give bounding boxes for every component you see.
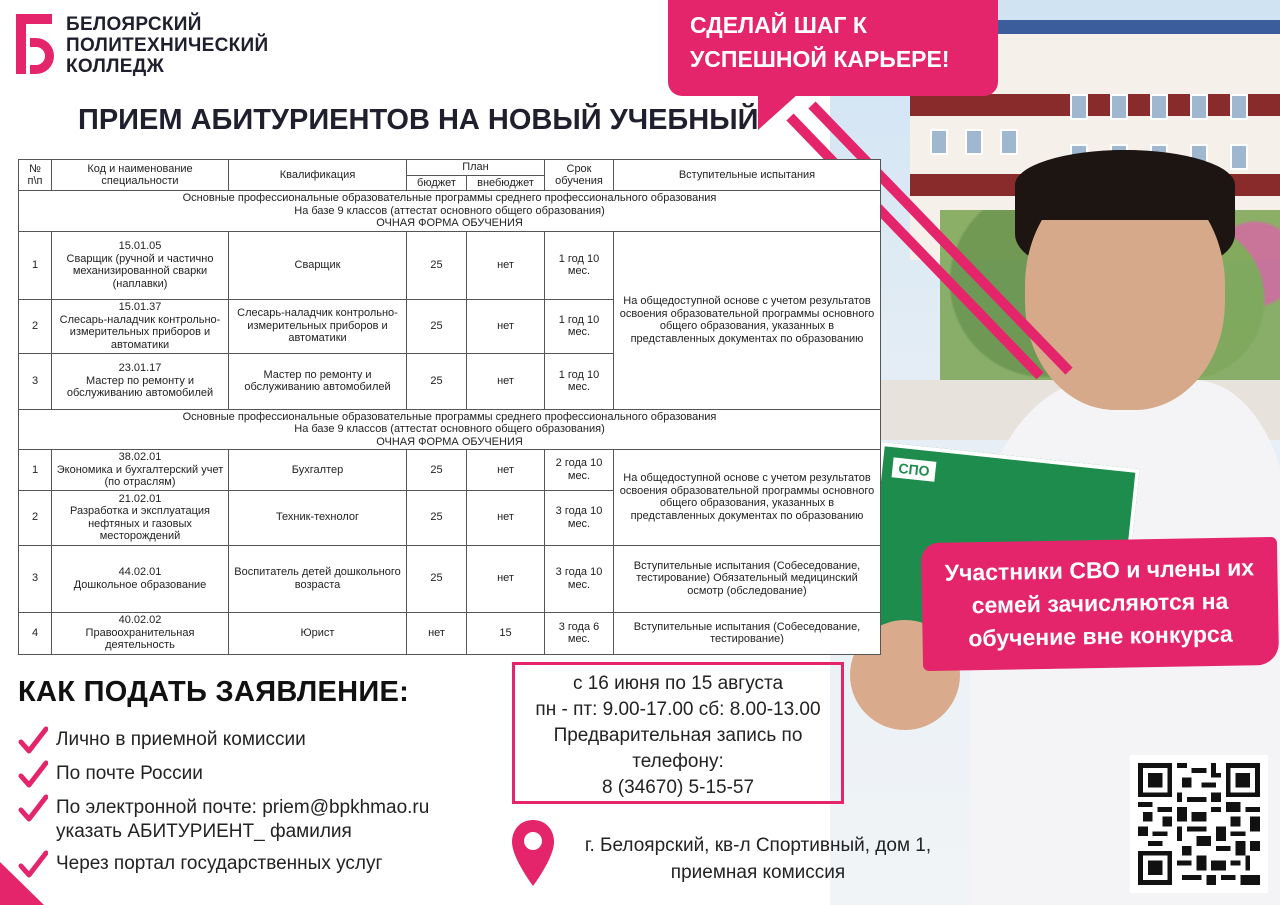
logo-line: БЕЛОЯРСКИЙ [66, 14, 202, 35]
cell-term: 3 года 10 мес. [545, 490, 614, 545]
cell-specialty: 44.02.01 Дошкольное образование [52, 545, 229, 612]
header-term: Срок обучения [545, 160, 614, 191]
cell-specialty: 15.01.05 Сварщик (ручной и частично механизированной сварки (наплавки) [52, 231, 229, 299]
building-window [1190, 94, 1208, 120]
cell-qual: Техник-технолог [229, 490, 407, 545]
how-to-apply-list [18, 728, 488, 876]
callout-line: УСПЕШНОЙ КАРЬЕРЕ! [690, 46, 950, 72]
college-logo [16, 14, 268, 77]
cell-term: 3 года 6 мес. [545, 612, 614, 654]
admission-table [18, 159, 881, 655]
building-stripe [910, 94, 1280, 116]
list-item [18, 728, 488, 752]
schedule-dates: с 16 июня по 15 августа [572, 673, 784, 694]
qr-code-icon [1138, 763, 1260, 885]
cell-specialty: 40.02.02 Правоохранительная деятельность [52, 612, 229, 654]
section-title [19, 409, 881, 450]
cell-qual: Мастер по ремонту и обслуживанию автомобилей [229, 353, 407, 409]
qr-code[interactable] [1130, 755, 1268, 893]
cell-qual: Бухгалтер [229, 450, 407, 491]
header-budget: бюджет [407, 175, 467, 191]
book-label: СПО [892, 457, 937, 481]
logo-text [66, 14, 268, 77]
list-item-text: По почте России [56, 763, 203, 784]
table-header-row [19, 160, 881, 176]
cell-extra: нет [467, 231, 545, 299]
cell-extra: нет [467, 545, 545, 612]
header-extra: внебюджет [467, 175, 545, 191]
building-window [1110, 94, 1128, 120]
building-window [1070, 94, 1088, 120]
section-title [19, 191, 881, 232]
phone-number: 8 (34670) 5-15-57 [601, 777, 755, 798]
cell-exams: На общедоступной основе с учетом результатов освоения образовательной программы основного общего образования, указанных в представленных документах по образованию [614, 231, 881, 409]
student-hair-top [1015, 150, 1235, 220]
cell-num: 3 [19, 545, 52, 612]
callout-line: СДЕЛАЙ ШАГ К [690, 12, 867, 38]
logo-line: КОЛЛЕДЖ [66, 56, 165, 77]
section-line: Основные профессиональные образовательные программы среднего профессионального образования [182, 410, 717, 423]
cell-num: 4 [19, 612, 52, 654]
section-header [19, 191, 881, 232]
corner-accent [0, 862, 44, 905]
section-line: На базе 9 классов (аттестат основного общего образования) [294, 204, 605, 217]
callout-tail [758, 94, 798, 130]
checkmark-icon [18, 726, 48, 756]
building-window [965, 129, 983, 155]
table-row [19, 450, 881, 491]
checkmark-icon [18, 760, 48, 790]
cell-budget: 25 [407, 299, 467, 353]
section-header [19, 409, 881, 450]
cell-specialty: 38.02.01 Экономика и бухгалтерский учет (по отраслям) [52, 450, 229, 491]
email-instruction: По электронной почте: priem@bpkhmao.ru указать АБИТУРИЕНТ_ фамилия [56, 797, 430, 842]
list-item [18, 852, 488, 876]
cell-specialty: 21.02.01 Разработка и эксплуатация нефтяных и газовых месторождений [52, 490, 229, 545]
checkmark-icon [18, 794, 48, 824]
header-exams: Вступительные испытания [614, 160, 881, 191]
schedule-note: Предварительная запись по телефону: [553, 725, 803, 772]
table-row [19, 612, 881, 654]
logo-mark-icon [16, 14, 56, 76]
header-code: Код и наименование специальности [52, 160, 229, 191]
address-line: приемная комиссия [670, 862, 846, 883]
cell-specialty: 15.01.37 Слесарь-наладчик контрольно-измерительных приборов и автоматики [52, 299, 229, 353]
cell-term: 3 года 10 мес. [545, 545, 614, 612]
cell-extra: нет [467, 299, 545, 353]
cell-num: 2 [19, 490, 52, 545]
list-item-text: Лично в приемной комиссии [56, 729, 306, 750]
building-window [1000, 129, 1018, 155]
career-callout [668, 0, 998, 96]
svo-line: Участники СВО и члены их [944, 554, 1255, 586]
cell-exams: На общедоступной основе с учетом результатов освоения образовательной программы основного общего образования, указанных в представленных документах по образованию [614, 450, 881, 546]
header-plan: План [407, 160, 545, 176]
cell-num: 3 [19, 353, 52, 409]
list-item [18, 762, 488, 786]
building-window [1230, 94, 1248, 120]
cell-term: 1 год 10 мес. [545, 299, 614, 353]
list-item [18, 796, 488, 844]
section-line: Основные профессиональные образовательные программы среднего профессионального образования [182, 192, 717, 204]
cell-extra: нет [467, 490, 545, 545]
cell-budget: 25 [407, 490, 467, 545]
page-title: ПРИЕМ АБИТУРИЕНТОВ НА НОВЫЙ УЧЕБНЫЙ [78, 104, 759, 136]
address [568, 832, 948, 886]
cell-qual: Слесарь-наладчик контрольно-измерительных приборов и автоматики [229, 299, 407, 353]
svo-line: семей зачисляются на [971, 587, 1229, 619]
cell-num: 1 [19, 450, 52, 491]
svo-banner [921, 537, 1279, 671]
cell-extra: нет [467, 450, 545, 491]
cell-term: 2 года 10 мес. [545, 450, 614, 491]
building-window [1150, 94, 1168, 120]
cell-num: 1 [19, 231, 52, 299]
cell-term: 1 год 10 мес. [545, 231, 614, 299]
building-window [1230, 144, 1248, 170]
cell-qual: Воспитатель детей дошкольного возраста [229, 545, 407, 612]
cell-num: 2 [19, 299, 52, 353]
svo-line: обучение вне конкурса [968, 620, 1233, 652]
address-line: г. Белоярский, кв-л Спортивный, дом 1, [584, 835, 932, 856]
cell-budget: 25 [407, 231, 467, 299]
section-line: ОЧНАЯ ФОРМА ОБУЧЕНИЯ [376, 435, 523, 448]
table-row [19, 545, 881, 612]
section-line: На базе 9 классов (аттестат основного общего образования) [294, 423, 605, 435]
cell-budget: 25 [407, 450, 467, 491]
table-row [19, 231, 881, 299]
cell-exams: Вступительные испытания (Собеседование, тестирование) Обязательный медицинский осмотр (обследование) [614, 545, 881, 612]
cell-specialty: 23.01.17 Мастер по ремонту и обслуживанию автомобилей [52, 353, 229, 409]
cell-extra: нет [467, 353, 545, 409]
header-num: № п\п [19, 160, 52, 191]
schedule-box [512, 662, 844, 804]
cell-budget: 25 [407, 353, 467, 409]
schedule-hours: пн - пт: 9.00-17.00 сб: 8.00-13.00 [535, 699, 821, 720]
cell-qual: Юрист [229, 612, 407, 654]
logo-line: ПОЛИТЕХНИЧЕСКИЙ [66, 35, 269, 56]
list-item-text: Через портал государственных услуг [56, 853, 383, 874]
cell-term: 1 год 10 мес. [545, 353, 614, 409]
cell-exams: Вступительные испытания (Собеседование, тестирование) [614, 612, 881, 654]
how-to-apply-title: КАК ПОДАТЬ ЗАЯВЛЕНИЕ: [18, 676, 410, 708]
cell-budget: нет [407, 612, 467, 654]
cell-qual: Сварщик [229, 231, 407, 299]
location-pin-icon [510, 818, 556, 888]
cell-budget: 25 [407, 545, 467, 612]
cell-extra: 15 [467, 612, 545, 654]
header-qual: Квалификация [229, 160, 407, 191]
section-line: ОЧНАЯ ФОРМА ОБУЧЕНИЯ [376, 217, 523, 229]
building-window [930, 129, 948, 155]
